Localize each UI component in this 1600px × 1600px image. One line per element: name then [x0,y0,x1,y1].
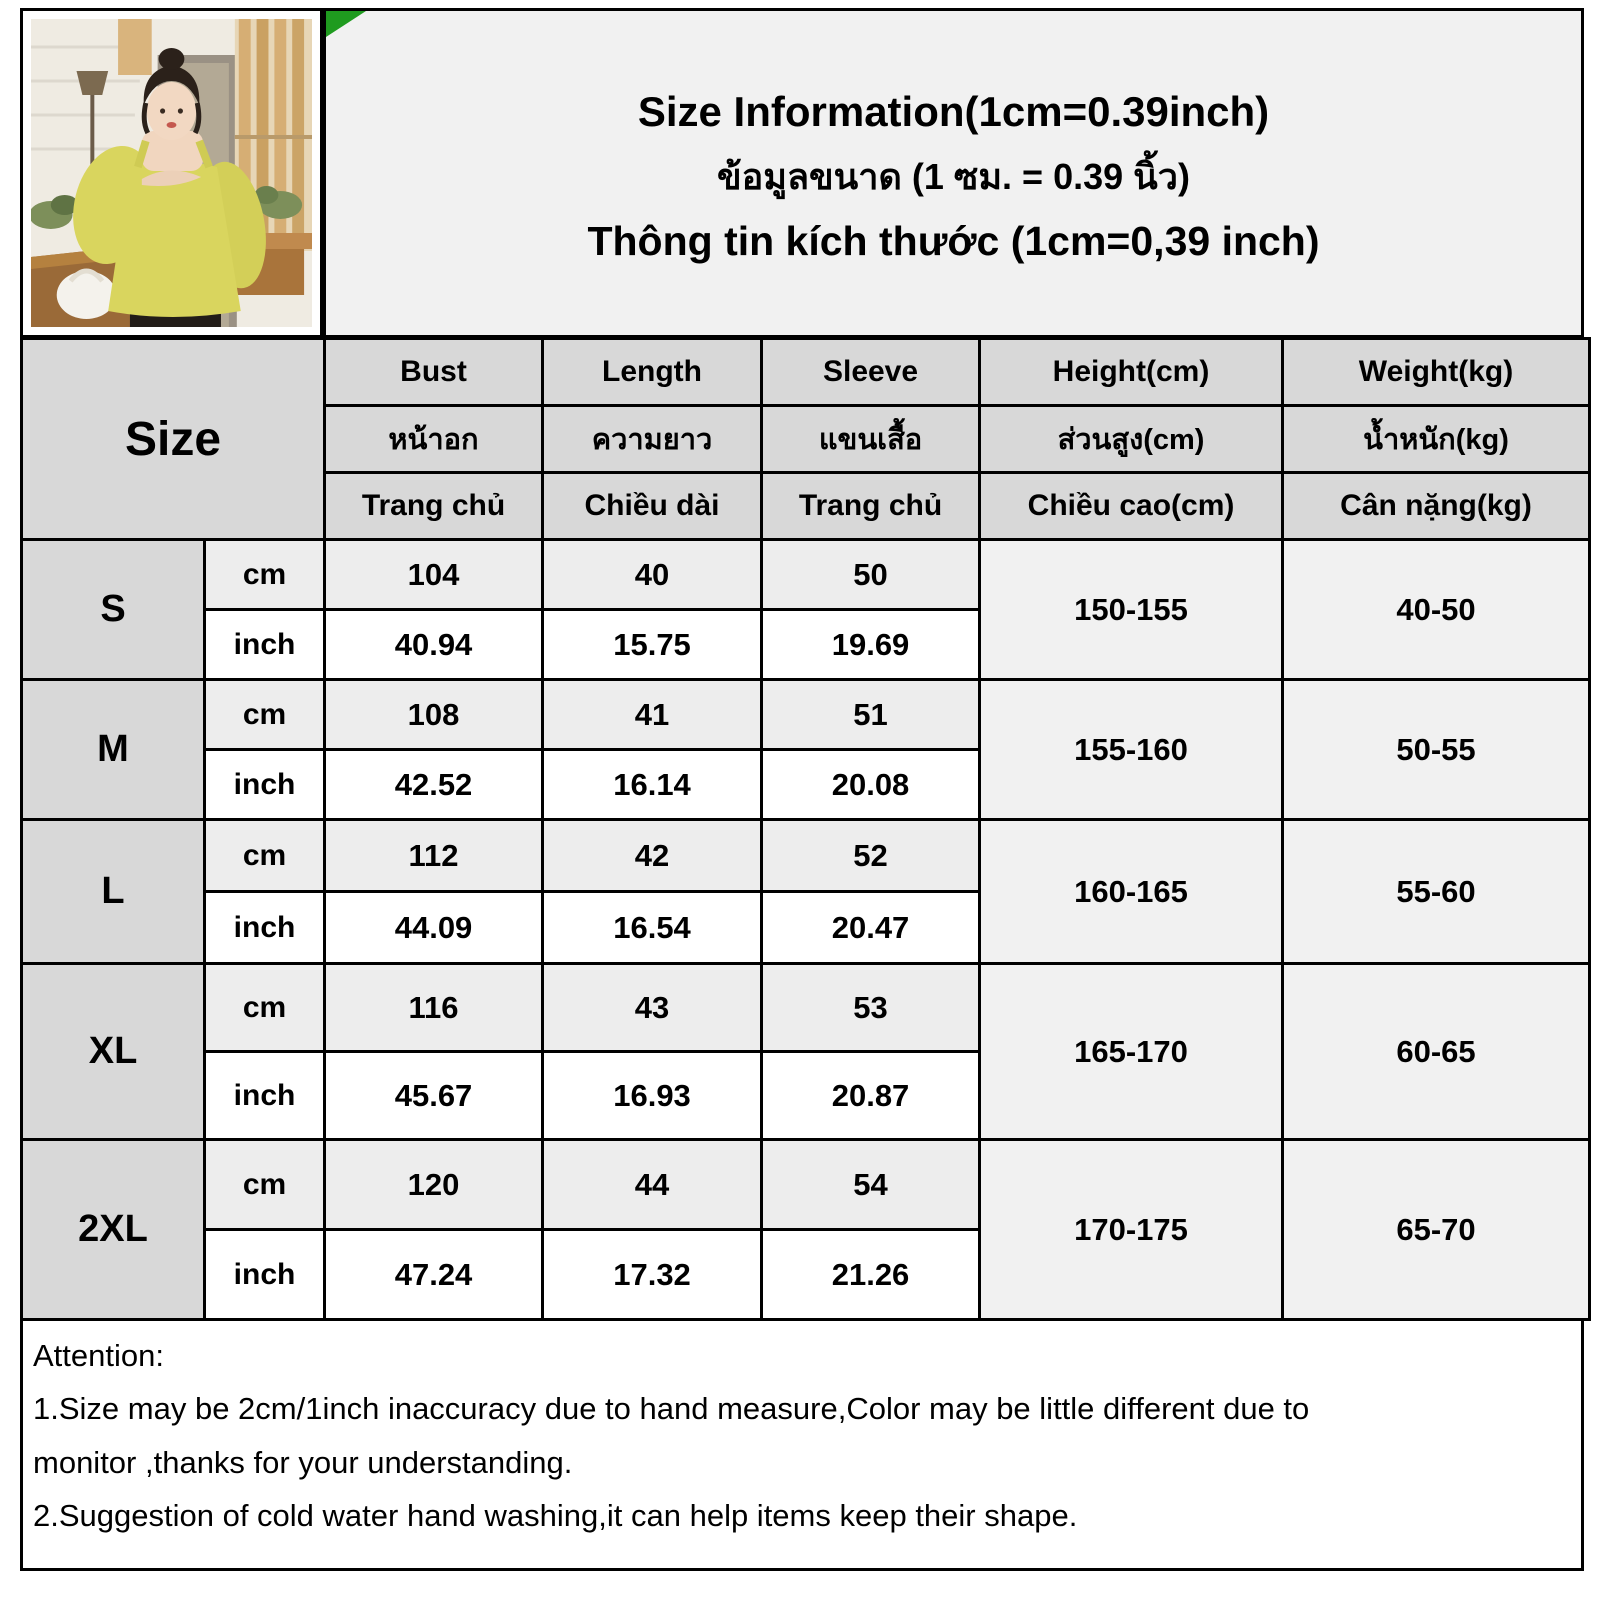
cell-value: 50 [762,540,980,610]
size-label-s: S [22,540,205,680]
col-bust-en: Bust [325,339,543,406]
cell-value: 20.47 [762,892,980,964]
cell-value: 47.24 [325,1230,543,1320]
unit-inch: inch [205,610,325,680]
attention-heading: Attention: [33,1338,164,1373]
size-corner-cell: Size [22,339,325,540]
cell-value: 120 [325,1140,543,1230]
col-weight-vi: Cân nặng(kg) [1283,473,1590,540]
cell-value: 42.52 [325,750,543,820]
unit-cm: cm [205,680,325,750]
cell-value: 52 [762,820,980,892]
cell-value: 15.75 [543,610,762,680]
cell-value: 21.26 [762,1230,980,1320]
cell-value: 51 [762,680,980,750]
cell-value: 43 [543,964,762,1052]
cell-value: 17.32 [543,1230,762,1320]
col-bust-vi: Trang chủ [325,473,543,540]
cell-value: 53 [762,964,980,1052]
col-bust-th: หน้าอก [325,406,543,473]
cell-value: 20.87 [762,1052,980,1140]
cell-value: 16.14 [543,750,762,820]
col-weight-en: Weight(kg) [1283,339,1590,406]
cell-value: 40 [543,540,762,610]
col-sleeve-en: Sleeve [762,339,980,406]
cell-value: 19.69 [762,610,980,680]
table-row [22,964,1590,1052]
cell-height: 160-165 [980,820,1283,964]
cell-weight: 40-50 [1283,540,1590,680]
table-row [22,1140,1590,1230]
unit-inch: inch [205,750,325,820]
cell-weight: 55-60 [1283,820,1590,964]
size-label-l: L [22,820,205,964]
cell-value: 41 [543,680,762,750]
col-sleeve-th: แขนเสื้อ [762,406,980,473]
col-height-en: Height(cm) [980,339,1283,406]
cell-value: 16.54 [543,892,762,964]
cell-value: 54 [762,1140,980,1230]
title-english: Size Information(1cm=0.39inch) [637,87,1270,135]
unit-inch: inch [205,1230,325,1320]
unit-inch: inch [205,892,325,964]
col-length-th: ความยาว [543,406,762,473]
size-label-xl: XL [22,964,205,1140]
table-row [22,540,1590,610]
unit-cm: cm [205,820,325,892]
col-height-th: ส่วนสูง(cm) [980,406,1283,473]
cell-value: 20.08 [762,750,980,820]
cell-height: 155-160 [980,680,1283,820]
unit-inch: inch [205,1052,325,1140]
model-in-yellow-blouse-photo [31,19,312,327]
title-box [322,8,1584,338]
attention-line: 2.Suggestion of cold water hand washing,it can help items keep their shape. [33,1497,1078,1533]
attention-line: monitor ,thanks for your understanding. [33,1444,573,1480]
title-vietnamese: Thông tin kích thước (1cm=0,39 inch) [587,217,1320,264]
attention-line: 1.Size may be 2cm/1inch inaccuracy due to hand measure,Color may be little different due to [33,1391,1310,1427]
col-length-vi: Chiều dài [543,473,762,540]
table-row [22,680,1590,750]
cell-weight: 60-65 [1283,964,1590,1140]
green-corner-icon [326,11,366,37]
col-sleeve-vi: Trang chủ [762,473,980,540]
cell-value: 42 [543,820,762,892]
top-band [20,8,1584,338]
col-height-vi: Chiều cao(cm) [980,473,1283,540]
product-photo-frame [20,8,323,338]
cell-value: 44.09 [325,892,543,964]
cell-value: 44 [543,1140,762,1230]
unit-cm: cm [205,964,325,1052]
cell-value: 116 [325,964,543,1052]
cell-height: 150-155 [980,540,1283,680]
col-weight-th: น้ำหนัก(kg) [1283,406,1590,473]
cell-height: 165-170 [980,964,1283,1140]
unit-cm: cm [205,1140,325,1230]
cell-value: 104 [325,540,543,610]
header-row-en [22,339,1590,406]
size-table [20,337,1591,1321]
table-row [22,820,1590,892]
col-length-en: Length [543,339,762,406]
cell-value: 45.67 [325,1052,543,1140]
title-thai: ข้อมูลขนาด (1 ซม. = 0.39 นิ้ว) [717,155,1190,197]
cell-height: 170-175 [980,1140,1283,1320]
cell-value: 40.94 [325,610,543,680]
attention-note [20,1318,1584,1571]
cell-weight: 65-70 [1283,1140,1590,1320]
unit-cm: cm [205,540,325,610]
cell-value: 16.93 [543,1052,762,1140]
cell-value: 112 [325,820,543,892]
size-label-m: M [22,680,205,820]
size-label-2xl: 2XL [22,1140,205,1320]
cell-weight: 50-55 [1283,680,1590,820]
cell-value: 108 [325,680,543,750]
